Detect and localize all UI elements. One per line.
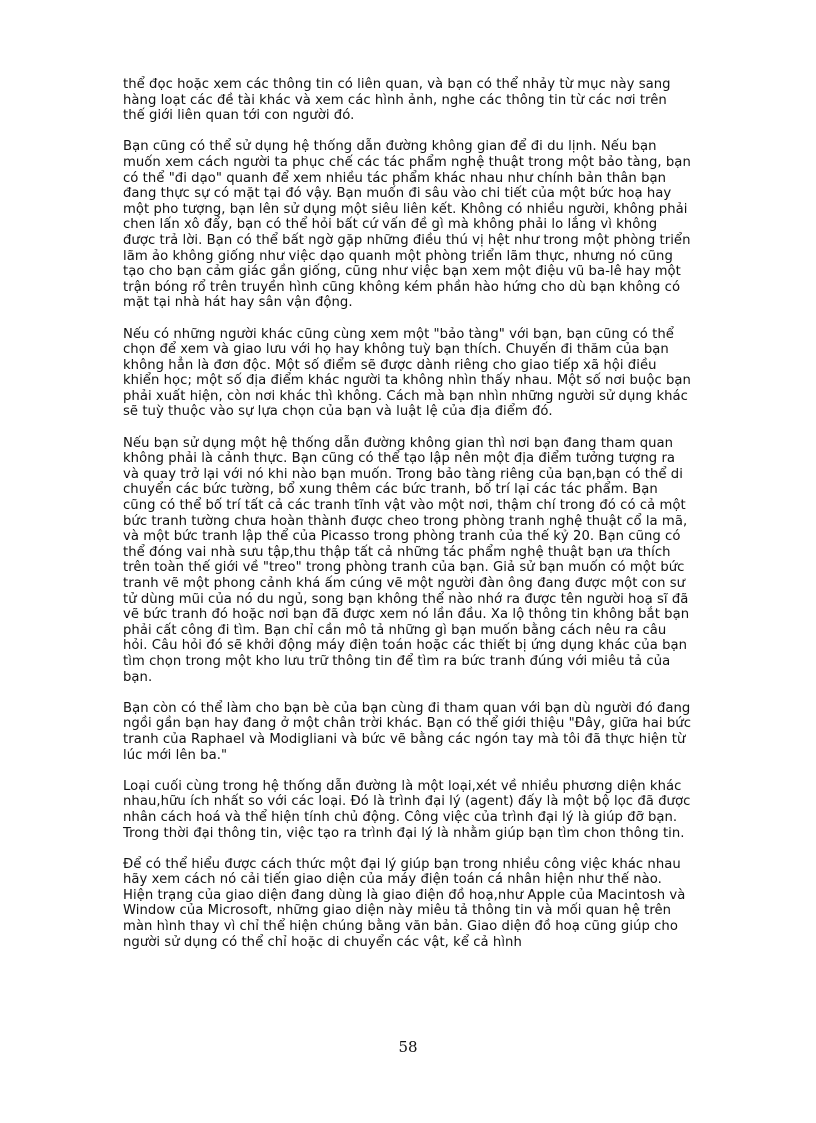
- paragraph-7: Để có thể hiểu được cách thức một đại lý giúp bạn trong nhiều công việc khác nhau hãy xem cách nó cải tiến giao diện của máy điện toán cá nhân hiện như thế nào. Hiện trạng của giao diện đang dùng là giao điện đồ hoạ,như Apple của Macintosh và Window của Microsoft, những giao diện này miêu tả thông tin và mối quan hệ trên màn hình thay vì chỉ thể hiện chúng bằng văn bản. Giao diện đồ hoạ cũng giúp cho người sử dụng có thể chỉ hoặc di chuyển các vật, kể cả hình: [123, 856, 686, 950]
- paragraph-6: Loại cuối cùng trong hệ thống dẫn đường là một loại,xét về nhiều phương diện khác nhau,hữu ích nhất so với các loại. Đó là trình đại lý (agent) đấy là một bộ lọc đã được nhân cách hoá và thể hiện tính chủ động. Công việc của trình đại lý là giúp đỡ bạn. Trong thời đại thông tin, việc tạo ra trình đại lý là nhằm giúp bạn tìm chon thông tin.: [123, 778, 691, 841]
- paragraph-2: Bạn cũng có thể sử dụng hệ thống dẫn đường không gian để đi du lịnh. Nếu bạn muốn xem cách người ta phục chế các tác phẩm nghệ thuật trong một bảo tàng, bạn có thể "đi dạo" quanh để xem nhiều tác phẩm khác nhau như chính bản thân bạn đang thực sự có mặt tại đó vậy. Bạn muốn đi sâu vào chi tiết của một bức hoạ hay một pho tượng, bạn lên sử dụng một siêu liên kết. Không có nhiều người, không phải chen lấn xô đẩy, bạn có thể hỏi bất cứ vấn đề gì mà không phải lo lắng vì không được trả lời. Bạn có thể bất ngờ gặp những điều thú vị hệt như trong một phòng triển lãm ảo không giống như việc dạo quanh một phòng triển lãm thực, nhưng nó cũng tạo cho bạn cảm giác gần giống, cũng như việc bạn xem một điệu vũ ba-lê hay một trận bóng rổ trên truyền hình cũng không kém phần hào hứng cho dù bạn không có mặt tại nhà hát hay sân vận động.: [123, 139, 691, 311]
- paragraph-1: thể đọc hoặc xem các thông tin có liên quan, và bạn có thể nhảy từ mục này sang hàng loạt các đề tài khác và xem các hình ảnh, nghe các thông tin từ các nơi trên thế giới liên quan tới con người đó.: [123, 77, 671, 124]
- paragraph-5: Bạn còn có thể làm cho bạn bè của bạn cùng đi tham quan với bạn dù người đó đang ngồi gần bạn hay đang ở một chân trời khác. Bạn có thể giới thiệu "Đây, giữa hai bức tranh của Raphael và Modigliani và bức vẽ bằng các ngón tay mà tôi đã thực hiện từ lúc mới lên ba.": [123, 700, 692, 763]
- paragraph-3: Nếu có những người khác cũng cùng xem một "bảo tàng" với bạn, bạn cũng có thể chọn để xem và giao lưu với họ hay không tuỳ bạn thích. Chuyến đi thăm của bạn không hẳn là đơn độc. Một số điểm sẽ được dành riêng cho giao tiếp xã hội điều khiển học; một số địa điểm khác người ta không nhìn thấy nhau. Một số nơi buộc bạn phải xuất hiện, còn nơi khác thì không. Cách mà bạn nhìn những người sử dụng khác sẽ tuỳ thuộc vào sự lựa chọn của bạn và luật lệ của địa điểm đó.: [123, 326, 691, 420]
- paragraph-4: Nếu bạn sử dụng một hệ thống dẫn đường không gian thì nơi bạn đang tham quan không phải là cảnh thực. Bạn cũng có thể tạo lập nên một địa điểm tưởng tượng ra và quay trở lại với nó khi nào bạn muốn. Trong bảo tàng riêng của bạn,bạn có thể di chuyển các bức tường, bổ xung thêm các bức tranh, bố trí lại các tác phẩm. Bạn cũng có thể bố trí tất cả các tranh tĩnh vật vào một nơi, thậm chí trong đó có cả một bức tranh tường chưa hoàn thành được cheo trong phòng tranh nghệ thuật cổ la mã, và một bức tranh lập thể của Picasso trong phòng tranh của thế kỷ 20. Bạn cũng có thể đóng vai nhà sưu tập,thu thập tất cả những tác phẩm nghệ thuật bạn ưa thích trên toàn thế giới về "treo" trong phòng tranh của bạn. Giả sử bạn muốn có một bức tranh vẽ một phong cảnh khá ấm cúng vẽ một người đàn ông đang được một con sư tử dùng mũi của nó du ngủ, song bạn không thể nào nhớ ra được tên người hoạ sĩ đã vẽ bức tranh đó hoặc nơi bạn đã được xem nó lần đầu. Xa lộ thông tin không bắt bạn phải cất công đi tìm. Bạn chỉ cần mô tả những gì bạn muốn bằng cách nêu ra câu hỏi. Câu hỏi đó sẽ khởi động máy điện toán hoặc các thiết bị ứng dụng khác của bạn tìm chọn trong một kho lưu trữ thông tin để tìm ra bức tranh đúng với miêu tả của bạn.: [123, 435, 690, 685]
- body-text: [123, 77, 691, 966]
- page-number: 58: [398, 1038, 418, 1056]
